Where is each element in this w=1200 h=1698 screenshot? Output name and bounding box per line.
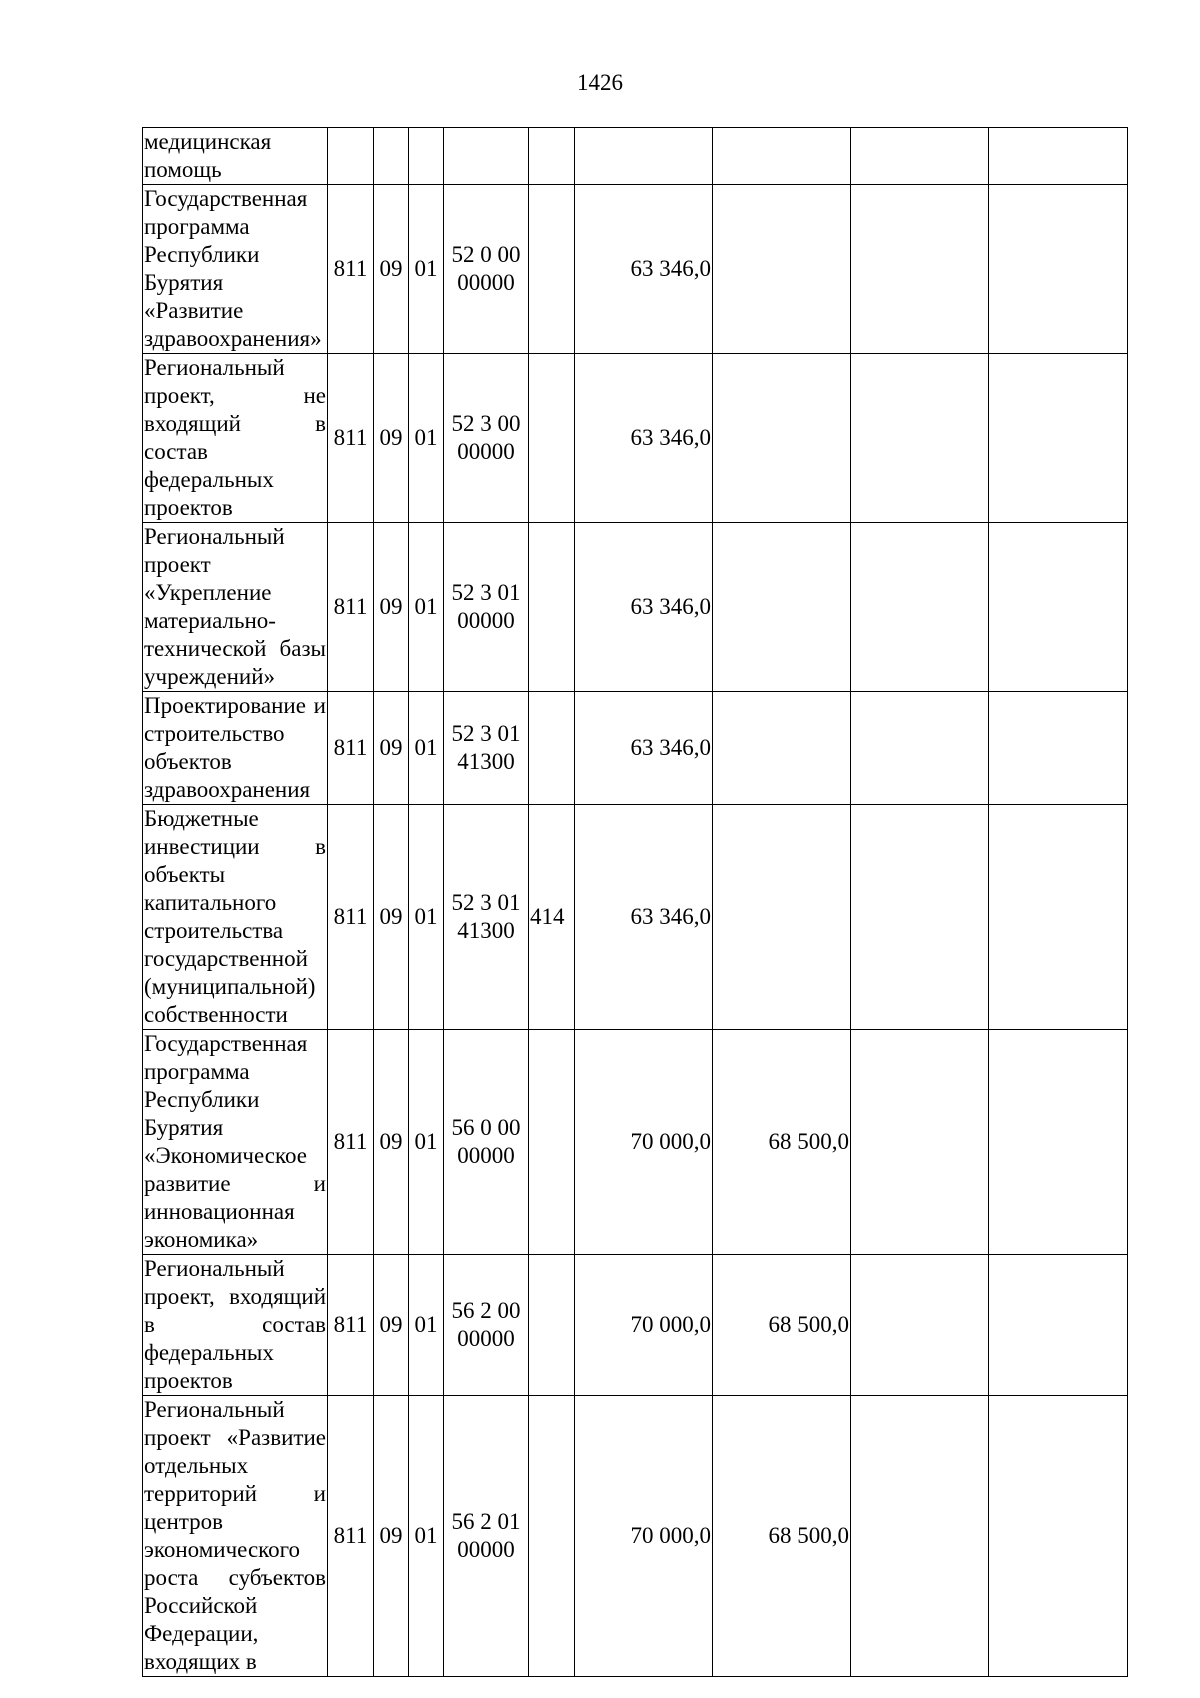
expense-type-code: 414 xyxy=(529,805,575,1030)
row-name: Государственная программа Республики Бурятия «Экономическое развитие и инновационная экономика» xyxy=(143,1030,328,1255)
grbs-code: 811 xyxy=(328,523,374,692)
table-row xyxy=(143,354,1128,523)
amount-year-3 xyxy=(851,354,989,523)
amount-year-3 xyxy=(851,523,989,692)
row-name: Региональный проект, не входящий в состав федеральных проектов xyxy=(143,354,328,523)
section-code: 09 xyxy=(374,185,409,354)
amount-year-2 xyxy=(713,185,851,354)
amount-year-4 xyxy=(989,1030,1128,1255)
grbs-code: 811 xyxy=(328,805,374,1030)
row-name: Бюджетные инвестиции в объекты капитального строительства государственной (муниципальной) собственности xyxy=(143,805,328,1030)
amount-year-1: 63 346,0 xyxy=(575,692,713,805)
target-article-code: 52 3 01 41300 xyxy=(444,692,529,805)
table-row xyxy=(143,805,1128,1030)
amount-year-4 xyxy=(989,1396,1128,1677)
amount-year-1: 63 346,0 xyxy=(575,523,713,692)
section-code: 09 xyxy=(374,523,409,692)
subsection-code: 01 xyxy=(409,354,444,523)
amount-year-2 xyxy=(713,128,851,185)
target-article-code: 52 3 00 00000 xyxy=(444,354,529,523)
amount-year-1: 70 000,0 xyxy=(575,1255,713,1396)
amount-year-4 xyxy=(989,805,1128,1030)
amount-year-2 xyxy=(713,805,851,1030)
amount-year-4 xyxy=(989,523,1128,692)
table-row xyxy=(143,185,1128,354)
section-code xyxy=(374,128,409,185)
subsection-code: 01 xyxy=(409,805,444,1030)
expense-type-code xyxy=(529,1396,575,1677)
grbs-code: 811 xyxy=(328,354,374,523)
amount-year-3 xyxy=(851,185,989,354)
amount-year-4 xyxy=(989,185,1128,354)
row-name: Региональный проект «Укрепление материально-технической базы учреждений» xyxy=(143,523,328,692)
expense-type-code xyxy=(529,185,575,354)
subsection-code: 01 xyxy=(409,185,444,354)
row-name: Региональный проект, входящий в состав федеральных проектов xyxy=(143,1255,328,1396)
target-article-code: 52 0 00 00000 xyxy=(444,185,529,354)
subsection-code: 01 xyxy=(409,523,444,692)
section-code: 09 xyxy=(374,1255,409,1396)
expense-type-code xyxy=(529,354,575,523)
amount-year-2 xyxy=(713,354,851,523)
section-code: 09 xyxy=(374,692,409,805)
table-row xyxy=(143,692,1128,805)
amount-year-3 xyxy=(851,805,989,1030)
section-code: 09 xyxy=(374,354,409,523)
budget-table xyxy=(142,127,1128,1677)
amount-year-1 xyxy=(575,128,713,185)
table-row xyxy=(143,1396,1128,1677)
amount-year-3 xyxy=(851,128,989,185)
amount-year-1: 63 346,0 xyxy=(575,185,713,354)
table-row xyxy=(143,1255,1128,1396)
page-number: 1426 xyxy=(577,70,623,95)
amount-year-2 xyxy=(713,523,851,692)
subsection-code xyxy=(409,128,444,185)
table-row xyxy=(143,523,1128,692)
amount-year-3 xyxy=(851,1396,989,1677)
table-row xyxy=(143,128,1128,185)
amount-year-3 xyxy=(851,1255,989,1396)
expense-type-code xyxy=(529,523,575,692)
grbs-code: 811 xyxy=(328,185,374,354)
grbs-code: 811 xyxy=(328,692,374,805)
section-code: 09 xyxy=(374,805,409,1030)
amount-year-3 xyxy=(851,1030,989,1255)
amount-year-1: 70 000,0 xyxy=(575,1396,713,1677)
row-name: медицинская помощь xyxy=(143,128,328,185)
subsection-code: 01 xyxy=(409,692,444,805)
subsection-code: 01 xyxy=(409,1255,444,1396)
amount-year-2: 68 500,0 xyxy=(713,1396,851,1677)
table-row xyxy=(143,1030,1128,1255)
target-article-code: 56 2 01 00000 xyxy=(444,1396,529,1677)
expense-type-code xyxy=(529,128,575,185)
grbs-code: 811 xyxy=(328,1396,374,1677)
target-article-code xyxy=(444,128,529,185)
grbs-code: 811 xyxy=(328,1030,374,1255)
amount-year-4 xyxy=(989,1255,1128,1396)
section-code: 09 xyxy=(374,1030,409,1255)
amount-year-2: 68 500,0 xyxy=(713,1030,851,1255)
subsection-code: 01 xyxy=(409,1030,444,1255)
expense-type-code xyxy=(529,1030,575,1255)
amount-year-2 xyxy=(713,692,851,805)
amount-year-3 xyxy=(851,692,989,805)
amount-year-1: 63 346,0 xyxy=(575,354,713,523)
expense-type-code xyxy=(529,1255,575,1396)
amount-year-2: 68 500,0 xyxy=(713,1255,851,1396)
row-name: Государственная программа Республики Бурятия «Развитие здравоохранения» xyxy=(143,185,328,354)
amount-year-4 xyxy=(989,692,1128,805)
amount-year-1: 70 000,0 xyxy=(575,1030,713,1255)
amount-year-4 xyxy=(989,128,1128,185)
amount-year-4 xyxy=(989,354,1128,523)
grbs-code: 811 xyxy=(328,1255,374,1396)
amount-year-1: 63 346,0 xyxy=(575,805,713,1030)
target-article-code: 52 3 01 41300 xyxy=(444,805,529,1030)
target-article-code: 56 0 00 00000 xyxy=(444,1030,529,1255)
expense-type-code xyxy=(529,692,575,805)
section-code: 09 xyxy=(374,1396,409,1677)
grbs-code xyxy=(328,128,374,185)
target-article-code: 52 3 01 00000 xyxy=(444,523,529,692)
row-name: Проектирование и строительство объектов здравоохранения xyxy=(143,692,328,805)
target-article-code: 56 2 00 00000 xyxy=(444,1255,529,1396)
subsection-code: 01 xyxy=(409,1396,444,1677)
row-name: Региональный проект «Развитие отдельных территорий и центров экономического роста субъектов Российской Федерации, входящих в xyxy=(143,1396,328,1677)
